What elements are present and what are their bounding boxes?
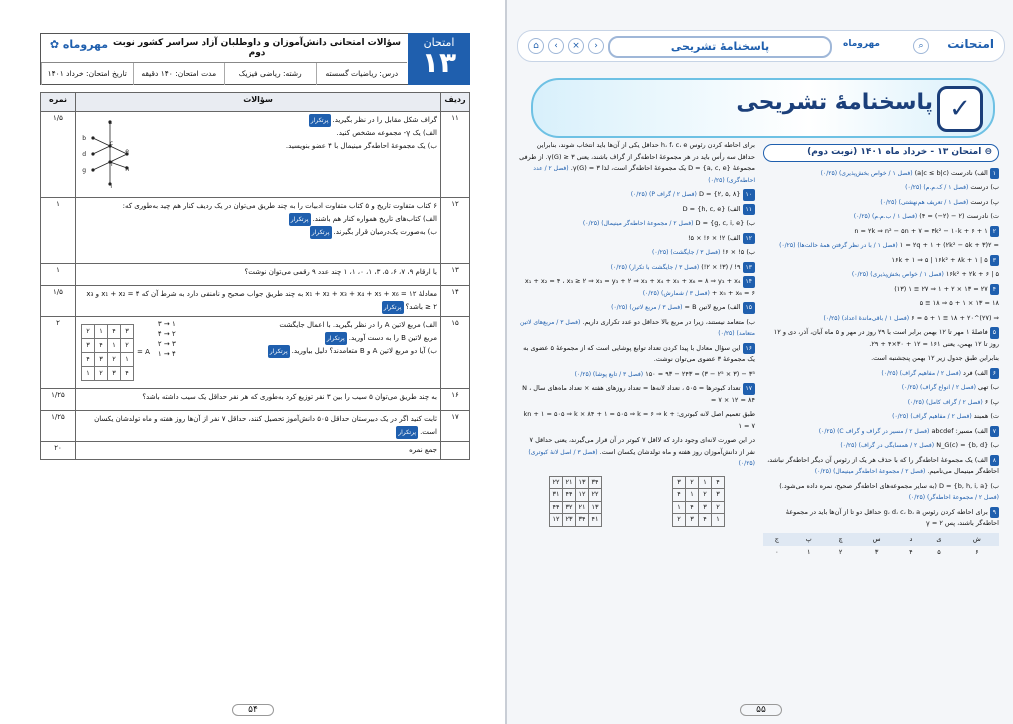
exam-badge-label: امتحان [423,36,455,49]
table-row [41,198,470,264]
answer-text: ب) D = {g, c, i, e} [693,219,755,227]
answer-item [763,327,999,350]
answer-number: ۸ [990,455,999,467]
answer-text: برای احاطه کردن رئوس h، f، c، e حداقل یکی از آن‌ها باید انتخاب شوند، بنابراین حداقل سه رأس باید در هر مجموعهٔ احاطه‌گر از گراف باشند، یعنی γ(G) ≥ ۳. از طرفی مجموعهٔ D = {a, c, e} یک مجموعهٔ احاطه‌گر است، لذا γ(G) = ۳. [519,141,755,172]
answer-item [763,197,999,209]
answer-text: این سؤال معادل با پیدا کردن تعداد توابع پوشایی است که از مجموعهٔ ۵ عضوی به یک مجموعهٔ ۳ عضوی می‌توان نوشت. [523,343,755,363]
page-number: ۵۴ [232,704,274,716]
answer-item [763,211,999,223]
answer-text: الف) مربع لاتین B = [682,303,741,311]
grid-cell: ۲ [686,476,699,489]
answers-list [763,168,999,530]
answer-text: ب) تهی [975,383,999,391]
question-text: به چند طریق می‌توان ۵ سیب را بین ۳ نفر توزیع کرد به‌طوری که هر نفر حداقل یک سیب داشته باشد؟ [76,389,441,411]
answer-reference: (فصل ۳ / تابع پوشا) (۰/۲۵) [574,370,644,378]
weekday-table [763,533,999,560]
answer-item [519,140,755,186]
frequent-tag: پرتکرار [382,301,404,314]
answer-item [763,255,999,267]
grid-cell: ۲ [673,514,686,527]
frequent-tag: پرتکرار [309,114,331,127]
graph-label: i [110,183,112,190]
answer-text: ب) D = {b, h, i, a} (به سایر مجموعه‌های احاطه‌گر صحیح، نمره داده می‌شود.) [779,481,999,490]
banner-title: پاسخنامهٔ تشریحی [736,90,933,115]
answer-item [763,382,999,394]
question-no: ۱۵ [441,317,470,389]
grid-cell: ۴۴ [563,489,576,502]
total-row [41,442,470,460]
weekday-cell: ی [923,533,955,547]
graph-label: h [125,166,129,173]
answer-text: ۵ | ۱۶k + ۱ ⇒ ۵ | ۱۶k² + ۸k + ۱ [891,255,988,264]
answers-column-left [519,140,755,530]
answer-text: ب) متعامد نیستند، زیرا در مربع بالا حداقل دو عدد تکراری داریم. [580,317,755,326]
grid-cell: ۱۲ [576,489,589,502]
weekday-cell: پ [791,533,827,547]
search-icon[interactable]: ⌕ [913,38,929,54]
answer-text: ب) درست [968,183,999,191]
latin-square-A-block [81,321,150,384]
top-bar-title: پاسخنامهٔ تشریحی [608,36,832,58]
answer-number: ۲ [990,226,999,238]
answer-text: ت) نادرست (۲ − (۲−) = ۴) [917,212,999,220]
answer-text: ۳⁵ − (۳ × ۲⁵ − ۳) = ۲۴۳ − ۹۳ = ۱۵۰ [643,369,755,378]
answer-reference: (فصل ۲ / مجموعهٔ احاطه‌گر مینیمال) (۰/۲۵) [814,468,926,475]
answer-reference: (فصل ۱ / خواص بخش‌پذیری) (۰/۲۵) [851,271,944,278]
grid-cell: ۱۳ [576,476,589,489]
latin-A-label: A = [137,348,150,356]
answer-reference: (فصل ۱ / خواص بخش‌پذیری) (۰/۲۵) [820,169,913,177]
question-line: ب) یک مجموعهٔ احاطه‌گر مینیمال با ۴ عضو بنویسید. [285,142,437,150]
graph-figure [83,116,137,190]
answer-number: ۱۵ [743,302,755,314]
exam-course: درس: ریاضیات گسسته [316,63,408,85]
answer-reference: (فصل ۲ / گراف کامل) (۰/۲۵) [907,398,983,406]
question-text: معادلهٔ x₁ + x₂ + x₃ + x₄ + x₅ + x₆ = ۱۲ به چند طریق جواب صحیح و نامنفی دارد به شرط آن که x₁ + x₂ = ۴ و x₃ ≥ ۲ باشد؟پرتکرار [76,286,441,317]
question-score: ۱/۵ [41,112,76,198]
grid-cell: ۳ [686,514,699,527]
answer-reference: (فصل ۱ / تعریف هم‌نهشتی) (۰/۲۵) [880,198,969,206]
graph-label: d [82,151,86,158]
exam-badge [408,33,470,85]
answer-number: ۷ [990,426,999,438]
answer-item [519,247,755,259]
frequent-tag: پرتکرار [325,332,347,345]
answers-column-right [763,140,999,563]
answer-reference: (فصل ۲ / گراف P) (۰/۲۵) [630,191,697,198]
question-no: ۱۱ [441,112,470,198]
question-line: الف) یک γ- مجموعه مشخص کنید. [336,129,437,137]
answer-reference: (فصل ۱ / ک.م.م) (۰/۲۵) [905,184,969,191]
answer-text: ت) همبند [971,412,999,420]
answer-reference: (فصل ۳ / شمارش) (۰/۲۵) [642,289,710,297]
answer-item [519,204,755,216]
header-questions: سؤالات [76,93,441,112]
question-line: ۶ کتاب متفاوت تاریخ و ۵ کتاب متفاوت ادبیات را به چند طریق می‌توان در یک ردیف کنار هم چید به‌طوری که: [122,202,437,210]
table-row [41,317,470,389]
grid-cell: ۱ [712,514,725,527]
answer-reference: (فصل ۲ / مجموعهٔ احاطه‌گر) (۰/۲۵) [908,494,999,501]
question-score: ۱/۵ [41,286,76,317]
answer-text: الف) مسیر: abcdef [929,426,988,435]
answer-number: ۱۶ [743,343,755,355]
answer-item [763,507,999,530]
exam-badge-number: ۱۳ [421,46,457,79]
answer-text: n = ۲k ⇒ n² − ۵n + ۷ = ۴k² − ۱۰k + ۶ + ۱ [854,226,988,235]
permutation [158,319,176,359]
question-line: گراف شکل مقابل را در نظر بگیرید.پرتکرار [79,114,437,127]
question-text: با ارقام ۹، ۷، ۶، ۵، ۳، ۱، ۰، ۱، ۱ چند عدد ۹ رقمی می‌توان نوشت؟ [76,264,441,286]
grid-cell: ۲۱ [576,501,589,514]
answer-text: ۵ | ۱۶k² + ۲k + ۶ [943,270,999,278]
answer-text: تعداد کبوترها = ۵۰۵ ، تعداد لانه‌ها = تعداد روزهای هفته × تعداد ماه‌های سال ، N = ۷ × ۱۲ = ۸۴ [522,384,755,404]
grid-cell: ۳۲ [563,501,576,514]
table-header-row [41,93,470,112]
right-page [507,0,1013,724]
table-row [41,286,470,317]
grid-cell: ۲۲ [550,476,563,489]
answer-number: ۵ [990,327,999,339]
answers-list [519,140,755,470]
grid-cell: ۳ [699,501,712,514]
question-no: ۱۴ [441,286,470,317]
answer-number: ۴ [990,284,999,296]
questions-table [40,92,470,460]
question-text [76,198,441,264]
answer-reference: (فصل ۳ / مربع لاتین) (۰/۲۵) [611,304,683,311]
frequent-tag: پرتکرار [310,226,332,239]
question-text [76,112,441,198]
exam-meta-row [41,62,407,85]
answer-item [763,397,999,409]
answer-reference: (فصل ۲ / مفاهیم گراف) (۰/۲۵) [892,413,972,420]
latin-squares [519,473,755,530]
grid-cell: ۳۱ [550,489,563,502]
next-icon[interactable]: › [588,38,604,54]
table-row [41,264,470,286]
answer-number: ۱۲ [743,233,755,245]
grid-cell: ۱۲ [550,514,563,527]
weekday-value: ۲ [838,548,843,556]
brand-logo: ✿ مهروماه [49,38,109,51]
answer-reference: (فصل ۱ / باقی‌ماندهٔ اعداد) (۰/۲۵) [823,314,910,322]
answer-text: ۹! / (۳! × ۲!) [699,262,741,271]
frequent-tag: پرتکرار [268,345,290,358]
answer-reference: (فصل ۲ / همسایگی در گراف) (۰/۲۵) [840,442,935,449]
answer-text: ب) ۵! × ۶! [720,248,755,256]
answer-item [763,313,999,325]
frequent-tag: پرتکرار [289,213,311,226]
question-text [76,317,441,389]
question-line: الف) کتاب‌های تاریخ همواره کنار هم باشند.پرتکرار [79,213,437,226]
question-line: ب) به‌صورت یک‌درمیان قرار بگیرند.پرتکرار [79,226,437,239]
answer-text: بنابراین طبق جدول زیر ۱۲ بهمن پنجشنبه است. [871,354,999,362]
answer-number: ۱۴ [743,276,755,288]
answer-item [763,269,999,281]
weekday-cell: ش [955,533,999,547]
grid-cell: ۴۱ [589,514,602,527]
answer-item [763,481,999,504]
weekday-value: ۰ [775,548,779,556]
exam-date: تاریخ امتحان: خرداد ۱۴۰۱ [41,63,133,85]
answer-number: ۱۰ [743,189,755,201]
answer-reference: (فصل ۲ / مجموعهٔ احاطه‌گر مینیمال) (۰/۲۵) [582,220,694,227]
close-icon[interactable]: × [568,38,584,54]
answer-text: طبق تعمیم اصل لانه کبوتری: kn + ۱ = ۵۰۵ ⇒ k × ۸۴ + ۱ = ۵۰۵ ⇒ k = ۶ ⇒ k + ۱ = ۷ [523,410,755,430]
answer-item [763,226,999,238]
graph-label: g [82,167,86,174]
grid-cell: ۲۳ [563,514,576,527]
answer-text: الف) فرد [960,368,988,377]
answer-item [763,284,999,296]
left-page [0,0,505,724]
weekday-cell: چ [827,533,855,547]
grid-cell: ۴ [686,501,699,514]
answer-item [519,218,755,230]
graph-label: c [109,140,113,147]
grid-cell: ۱ [699,476,712,489]
table-row [41,389,470,411]
latin-square-A: ۳ ۴ ۱ ۲ ۲ ۱ ۴ ۳ ۱ ۲ ۳ ۴ ۴ ۳ ۲ ۱ [81,324,134,381]
grid-cell: ۱۳ [589,501,602,514]
grid-cell: ۴ [673,489,686,502]
total-score: ۲۰ [41,442,76,460]
grid-cell: ۲۲ [589,489,602,502]
exam-label: امتحانت [947,37,994,51]
permutation-item: ۱ → ۳ [157,320,176,328]
answer-number: ۱۳ [743,262,755,274]
answer-item [519,343,755,366]
answer-item [519,233,755,245]
question-line: الف) مربع لاتین A را در نظر بگیرید. با اعمال جایگشت [279,321,437,329]
answer-reference: (فصل ۱ / ب.م.م) (۰/۲۵) [853,213,918,220]
brand-name: مهروماه [62,38,109,51]
answer-item [519,189,755,201]
grid-cell: ۲ [699,489,712,502]
question-score: ۲ [41,317,76,389]
answer-item [763,353,999,365]
grid-cell: ۳ [673,476,686,489]
answer-text: الف) یک مجموعهٔ احاطه‌گر را که با حذف هر یک از رئوس آن دیگر احاطه‌گر نباشد، احاطه‌گر مینیمال می‌نامیم. [767,455,999,475]
answer-reference: (فصل ۲ / عدد احاطه‌گری) (۰/۲۵) [533,165,755,184]
home-icon[interactable]: ⌂ [528,38,544,54]
graph-label: b [82,135,86,142]
answer-item [519,317,755,340]
answer-item [519,276,755,299]
answer-text: الف) نادرست (a|c ≤ b|c) [912,168,988,177]
graph-label: f [110,161,113,168]
weekday-cell: س [854,533,898,547]
question-score: ۱ [41,264,76,286]
answer-text: ۲۷ = ۱۳ × ۲ + ۱ ⇒ ۲۷ ≡ ۱ (۱۳) [894,284,988,293]
answer-text: ب) N_G(c) = {b, d} [934,441,999,449]
weekday-value: ۵ [937,548,941,556]
prev-icon[interactable]: ‹ [548,38,564,54]
answer-text: فاصلهٔ ۱ مهر تا ۱۲ بهمن برابر است با ۲۹ روز در مهر و ۵ ماه آبان، آذر، دی و ۱۲ روز تا ۱۲ بهمن، یعنی ۱۶۱ = ۱۲ + ۳۰×۴ + ۲۹. [773,328,999,348]
question-score: ۱/۲۵ [41,389,76,411]
answer-text: برای احاطه کردن رئوس g، d، c، b، a حداقل دو تا از آن‌ها باید در مجموعهٔ احاطه‌گر باشند، پس γ = ۲ [785,507,999,527]
header-no: ردیف [441,93,470,112]
check-icon: ✓ [937,86,983,132]
answer-reference: (فصل ۳ / جایگشت) (۰/۲۵) [652,249,721,256]
question-line: ب) آیا دو مربع لاتین A و B متعامدند؟ دلیل بیاورید.پرتکرار [79,345,437,358]
question-line: مربع لاتین B را به دست آورید.پرتکرار [79,332,437,345]
answer-banner [531,78,995,138]
section-title: ⊖ امتحان ۱۳ - خرداد ماه ۱۴۰۱ (نوبت دوم) [763,144,999,162]
grid-cell: ۴۴ [550,501,563,514]
answer-item [763,182,999,194]
weekday-cell: ج [763,533,791,547]
answer-text: پ) درست [968,197,999,206]
answer-item [763,455,999,478]
weekday-value: ۴ [909,548,913,556]
answer-item [519,302,755,314]
header-score: نمره [41,93,76,112]
answer-number: ۹ [990,507,999,519]
question-score: ۱/۲۵ [41,411,76,442]
grid-cell: ۱ [673,501,686,514]
grid-cell: ۳ [712,489,725,502]
page-number: ۵۵ [740,704,782,716]
answer-reference: (فصل ۳ / مربع‌های لاتین متعامد) (۰/۲۵) [519,318,755,337]
question-no: ۱۶ [441,389,470,411]
answer-item [763,298,999,310]
weekday-value: ۶ [975,548,979,556]
answer-item [763,426,999,438]
answer-reference: (فصل ۲ / مسیر در گراف و گراف C) (۰/۲۵) [818,427,930,435]
answer-text: D = {۲, ۵, ۸} [696,190,741,198]
question-no: ۱۳ [441,264,470,286]
answer-item [519,409,755,432]
table-row [41,411,470,442]
answer-reference: (فصل ۱ / با در نظر گرفتن همهٔ حالت‌ها) (۰/۲۵) [779,242,898,249]
weekday-value: ۳ [874,548,879,556]
brand-name: مهروماه [843,39,880,49]
answer-item [519,435,755,470]
permutation-item: ۲ → ۴ [157,330,176,338]
weekday-value: ۱ [806,548,811,556]
answer-item [519,383,755,406]
question-no: ۱۷ [441,411,470,442]
question-text: ثابت کنید اگر در یک دبیرستان حداقل ۵۰۵ دانش‌آموز تحصیل کنند، حداقل ۷ نفر از آن‌ها روز هفته و ماه تولدشان یکسان است.پرتکرار [76,411,441,442]
answer-text: ⇒ (۲۷)^۲۰ + ۱۸ ≡ ۱ + ۵ = ۶ [909,313,999,322]
grid-cell: ۱ [686,489,699,502]
exam-duration: مدت امتحان: ۱۴۰ دقیقه [133,63,225,85]
answer-text: ۱۸ = ۱۳ × ۱ + ۵ ⇒ ۱۸ ≡ ۵ [919,299,999,307]
answer-number: ۱۱ [743,204,755,216]
question-no: ۱۲ [441,198,470,264]
answer-item [763,440,999,452]
answer-text: = ۲(۲k² − ۵k + ۳) + ۱ = ۲q + ۱ [897,241,999,249]
answer-number: ۱۷ [743,383,755,395]
grid-cell: ۴ [699,514,712,527]
answer-text: در این صورت لانه‌ای وجود دارد که لااقل ۷ کبوتر در آن قرار می‌گیرند، یعنی حداقل ۷ نفر از دانش‌آموزان روز هفته و ماه تولدشان یکسان است. [529,436,755,456]
answer-reference: (فصل ۳ / اصل لانهٔ کبوتری) (۰/۲۵) [528,448,755,467]
exam-field: رشته: ریاضی فیزیک [224,63,316,85]
answer-reference: (فصل ۳ / جایگشت با تکرار) (۰/۲۵) [610,263,700,271]
exam-header-title: سؤالات امتحانی دانش‌آموزان و داوطلبان آزاد سراسر کشور نوبت دوم [113,38,401,58]
answer-reference: (فصل ۲ / مفاهیم گراف) (۰/۲۵) [881,369,961,377]
total-label: جمع نمره [76,442,441,460]
answer-text: الف) D = {h, c, e} [682,204,741,213]
answer-item [519,262,755,274]
top-bar [517,30,1005,62]
latin-square-B [672,476,725,527]
permutation-item: ۴ → ۱ [157,350,176,358]
answer-item [763,240,999,252]
graph-label: e [125,148,129,155]
answer-text: x₁ + x₂ = ۴ ، x₃ ≥ ۲ ⇒ x₃ = y₃ + ۲ ⇒ x₃ + x₄ + x₅ + x₆ = ۸ ⇒ y₃ + x₄ + x₅ + x₆ = ۶ [524,277,755,297]
answer-item [763,168,999,180]
permutation-item: ۳ → ۲ [157,340,176,348]
frequent-tag: پرتکرار [396,426,418,439]
answer-text: پ) ۶ [982,397,999,406]
grid-cell: ۳۴ [576,514,589,527]
grid-cell: ۴ [712,476,725,489]
latin-square-pairs [549,476,602,527]
answer-item [763,368,999,380]
answer-reference: (فصل ۲ / انواع گراف) (۰/۲۵) [901,384,976,391]
grid-cell: ۲ [712,501,725,514]
answer-number: ۶ [990,368,999,380]
weekday-cell: د [899,533,923,547]
exam-header [40,33,470,85]
answer-item [519,369,755,381]
answer-number: ۳ [990,255,999,267]
graph-label: a [108,119,112,126]
answer-text: الف) ۲! × ۶! × ۵! [687,233,741,242]
grid-cell: ۲۱ [563,476,576,489]
table-row [41,112,470,198]
grid-cell: ۳۴ [589,476,602,489]
answer-number: ۱ [990,168,999,180]
answer-item [763,411,999,423]
question-score: ۱ [41,198,76,264]
